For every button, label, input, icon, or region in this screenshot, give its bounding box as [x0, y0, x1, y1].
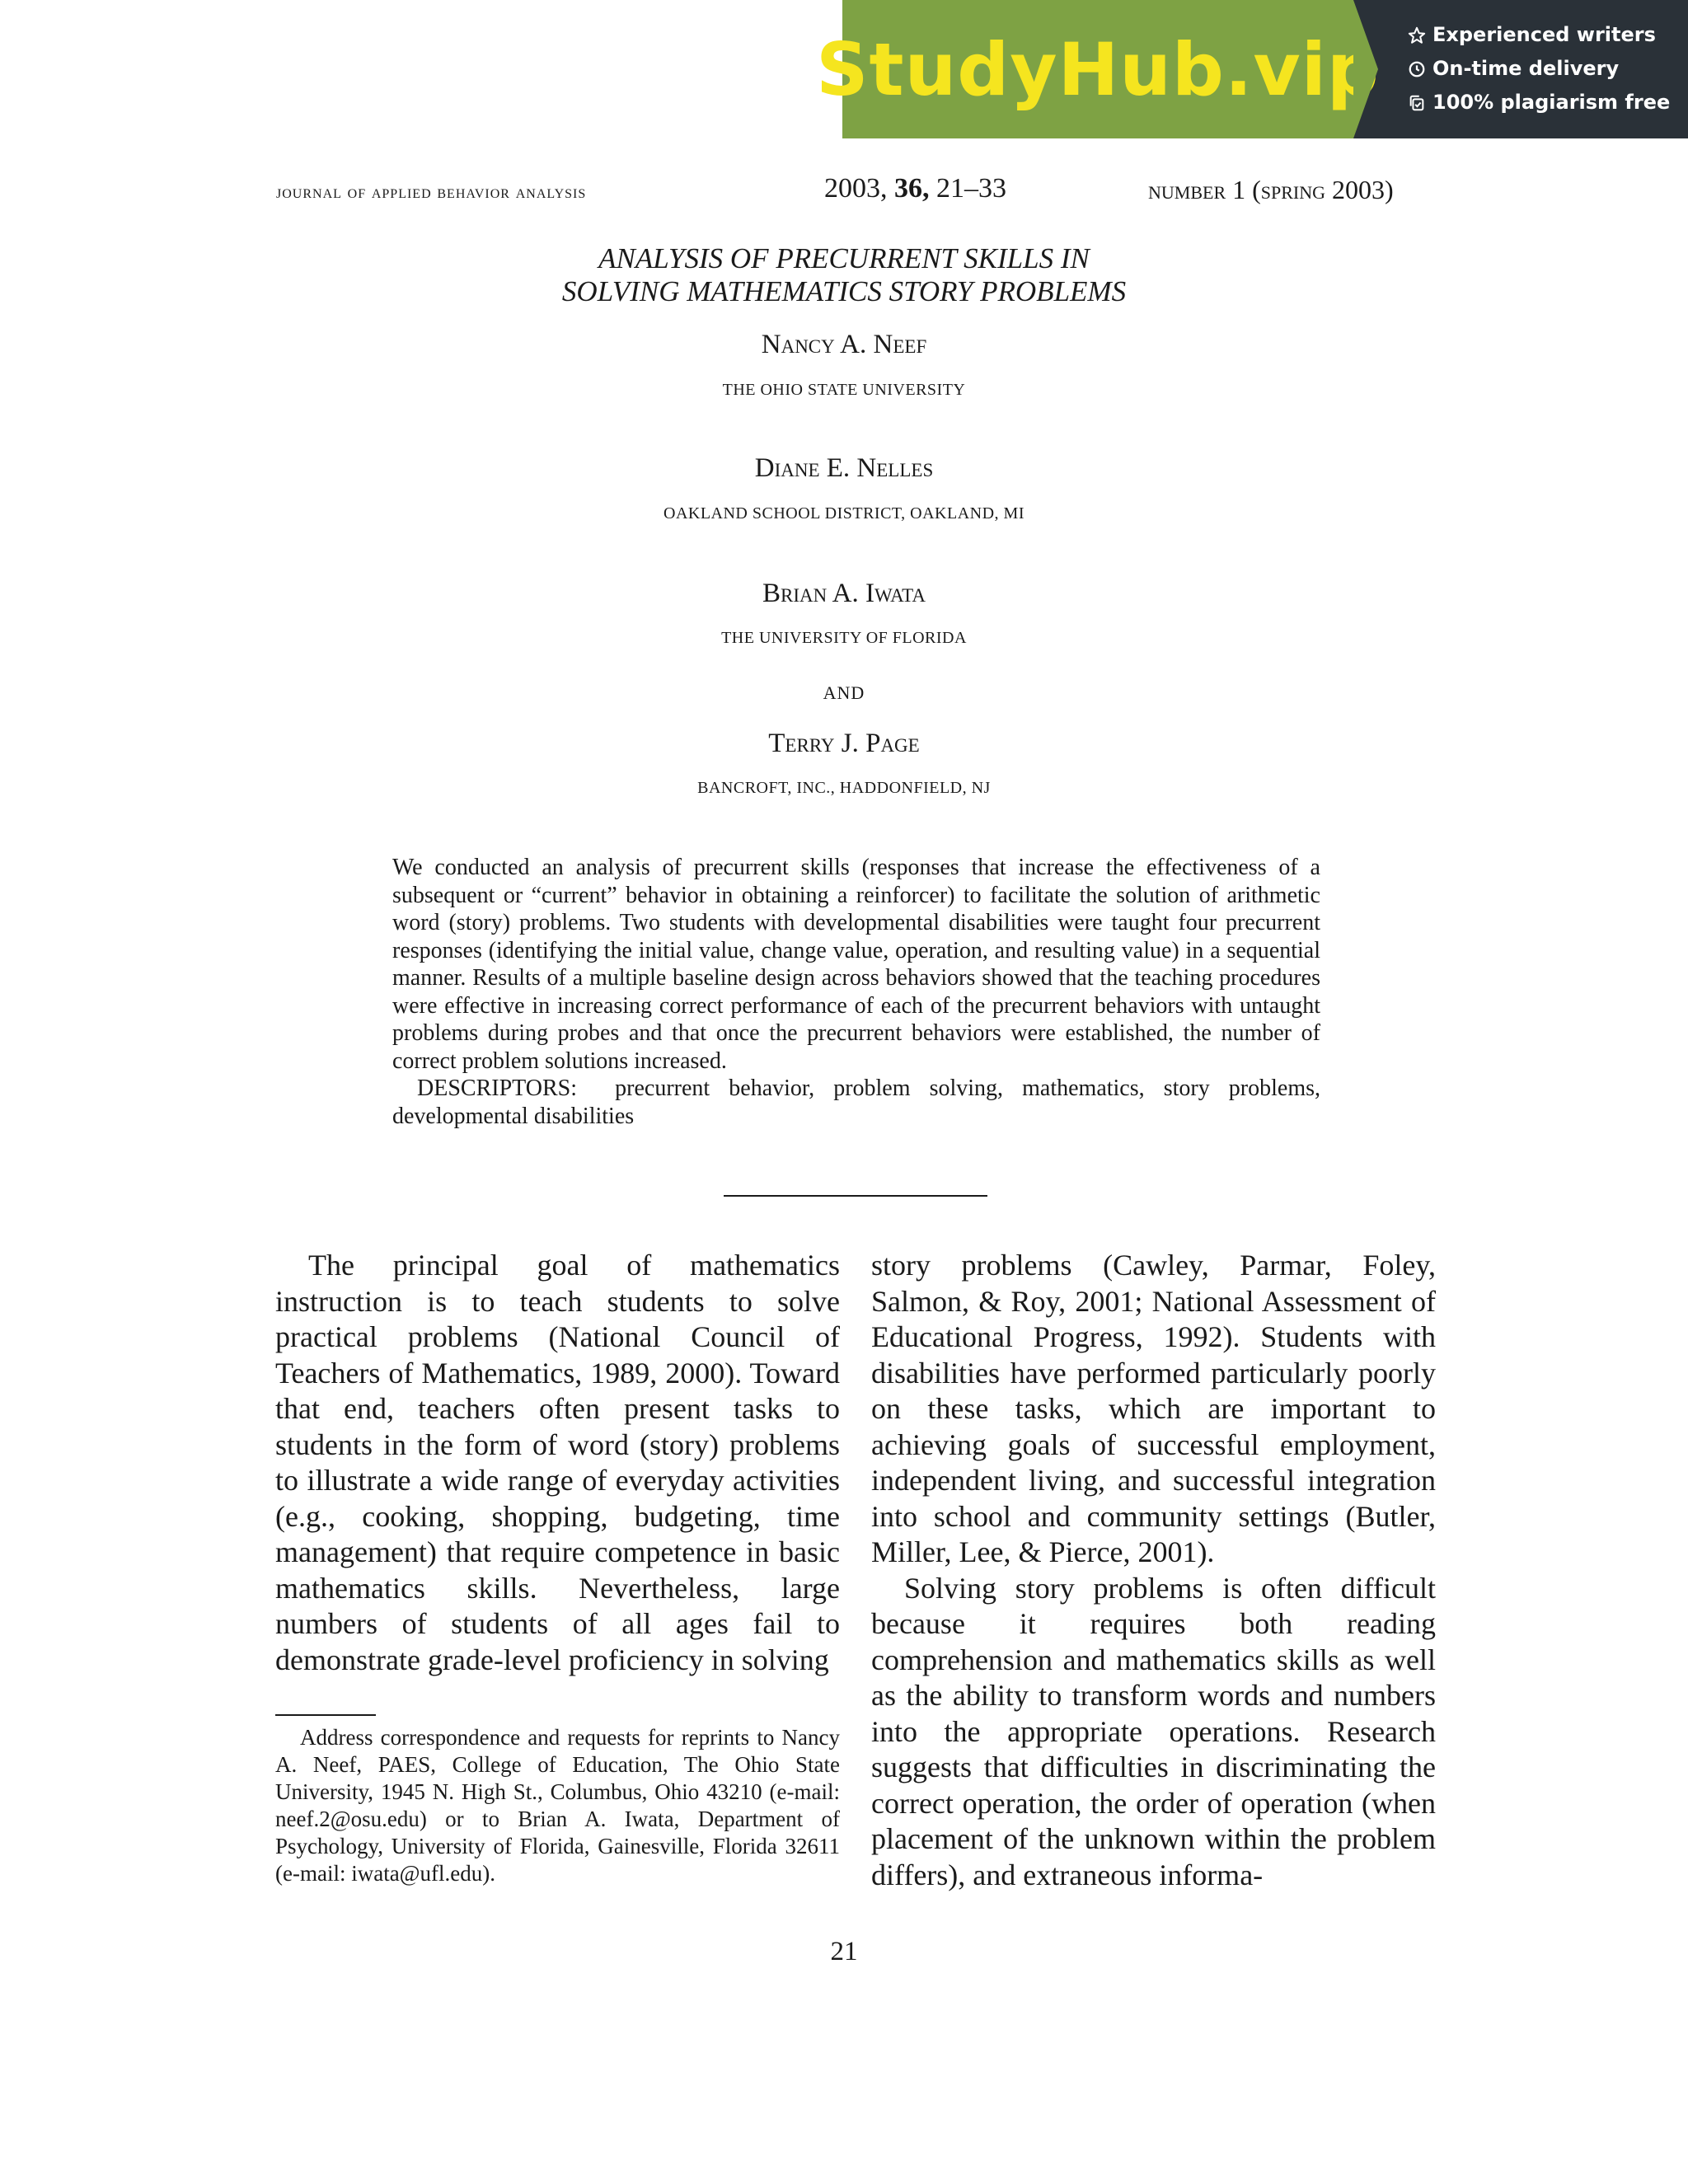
- article-title: [0, 242, 1688, 308]
- season-year: 2003): [1332, 175, 1394, 204]
- abstract-text: We conducted an analysis of precurrent skills (responses that increase the effectiveness of a subsequent or “current” behavior in obtaining a reinforcer) to facilitate the solution of arithmetic word (story) problems. Two students with developmental disabilities were taught four precurrent responses (identifying the initial value, change value, operation, and resulting value) in a sequential manner. Results of a multiple baseline design across behaviors showed that the teaching procedures were effective in increasing correct performance of each of the precurrent behaviors with untaught problems during probes and that once the precurrent behaviors were established, the number of correct problem solutions increased.: [392, 855, 1320, 1074]
- body-paragraph: story problems (Cawley, Parmar, Foley, Salmon, & Roy, 2001; National Assessment of Educational Progress, 1992). Students with disabilities have performed particularly poorly on these tasks, which are important to achieving goals of successful employment, independent living, and successful integration into school and community settings (Butler, Miller, Lee, & Pierce, 2001).: [871, 1249, 1436, 1568]
- feature-item: [1408, 52, 1670, 86]
- author-name: Diane E. Nelles: [754, 453, 934, 483]
- descriptors: [392, 1075, 1320, 1130]
- author-name: Terry J. Page: [768, 729, 920, 758]
- star-icon: [1408, 26, 1426, 45]
- citation: [824, 173, 1006, 204]
- feature-label: On-time delivery: [1432, 57, 1620, 80]
- feature-item: [1408, 86, 1670, 120]
- citation-year: 2003,: [824, 173, 888, 204]
- body-column-right: [871, 1248, 1436, 1893]
- citation-volume: 36,: [894, 173, 930, 204]
- issue-season: spring: [1260, 175, 1326, 204]
- brand-logo[interactable]: StudyHub.vip: [816, 26, 1380, 112]
- body-column-left: [275, 1248, 840, 1678]
- footnote-rule: [275, 1714, 376, 1716]
- banner-features: [1408, 18, 1670, 120]
- feature-item: [1408, 18, 1670, 52]
- issue-number-label: number: [1148, 175, 1226, 204]
- descriptors-label: DESCRIPTORS:: [417, 1076, 577, 1101]
- abstract: [392, 854, 1320, 1130]
- banner-arrow: [1353, 0, 1378, 138]
- issue-info: [1148, 175, 1394, 205]
- issue-number: 1: [1232, 175, 1246, 204]
- author-name: Brian A. Iwata: [762, 579, 926, 608]
- title-line: ANALYSIS OF PRECURRENT SKILLS IN: [598, 242, 1090, 274]
- page-number: 21: [830, 1937, 858, 1966]
- ad-banner[interactable]: [816, 0, 1688, 138]
- title-line: SOLVING MATHEMATICS STORY PROBLEMS: [561, 275, 1127, 307]
- clock-icon: [1408, 60, 1426, 78]
- and-separator: AND: [823, 682, 865, 703]
- descriptors-text: precurrent behavior, problem solving, mathematics, story problems, developmental disabilities: [392, 1076, 1321, 1129]
- author-affiliation: BANCROFT, INC., HADDONFIELD, NJ: [697, 779, 991, 797]
- journal-name: journal of applied behavior analysis: [276, 181, 587, 202]
- feature-label: Experienced writers: [1432, 23, 1656, 46]
- season-open: (: [1252, 175, 1261, 204]
- author-affiliation: THE UNIVERSITY OF FLORIDA: [721, 629, 967, 647]
- section-divider: [724, 1195, 987, 1197]
- footnote: Address correspondence and requests for reprints to Nancy A. Neef, PAES, College of Education, The Ohio State University, 1945 N. High St., Columbus, Ohio 43210 (e-mail: neef.2@osu.edu) or to Brian A. Iwata, Department of Psychology, University of Florida, Gainesville, Florida 32611 (e-mail: iwata@ufl.edu).: [275, 1725, 840, 1886]
- author-affiliation: THE OHIO STATE UNIVERSITY: [722, 381, 966, 399]
- body-paragraph: The principal goal of mathematics instruction is to teach students to solve practical problems (National Council of Teachers of Mathematics, 1989, 2000). Toward that end, teachers often present tasks to students in the form of word (story) problems to illustrate a wide range of everyday activities (e.g., cooking, shopping, budgeting, time management) that require competence in basic mathematics skills. Nevertheless, large numbers of students of all ages fail to demonstrate grade-level proficiency in solving: [275, 1249, 840, 1676]
- banner-brand-panel: [816, 0, 1380, 138]
- author-name: Nancy A. Neef: [761, 330, 927, 359]
- author-affiliation: OAKLAND SCHOOL DISTRICT, OAKLAND, MI: [663, 504, 1025, 523]
- copy-check-icon: [1408, 94, 1426, 112]
- feature-label: 100% plagiarism free: [1432, 91, 1671, 114]
- citation-pages: 21–33: [936, 173, 1006, 204]
- running-head: [276, 173, 1434, 209]
- body-paragraph: Solving story problems is often difficult because it requires both reading comprehension and mathematics skills as well as the ability to transform words and numbers into the appropriate operations. Research suggests that difficulties in discriminating the correct operation, the order of operation (when placement of the unknown within the problem differs), and extraneous informa-: [871, 1571, 1436, 1891]
